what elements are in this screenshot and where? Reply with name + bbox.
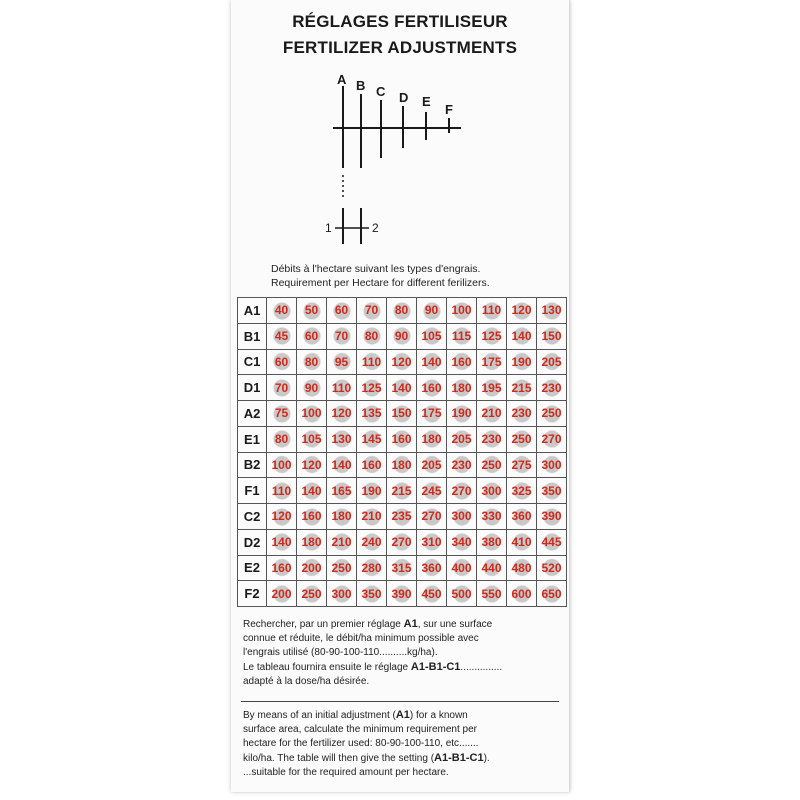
table-cell: 230: [537, 375, 567, 401]
table-cell: 110: [267, 478, 297, 504]
row-label: C2: [238, 504, 267, 530]
table-cell: 300: [327, 581, 357, 607]
table-cell: 250: [327, 555, 357, 581]
table-cell: 230: [507, 401, 537, 427]
title-english: FERTILIZER ADJUSTMENTS: [282, 38, 518, 57]
divider: [241, 701, 559, 702]
table-cell: 315: [387, 555, 417, 581]
table-cell: 140: [297, 478, 327, 504]
diagram-letter-a: A: [337, 72, 347, 87]
instructions-french: Rechercher, par un premier réglage A1, sur une surface connue et réduite, le débit/ha minimum possible avec l'engrais utilisé (80-90-100-110..........kg/ha). Le tableau fournira ensuite le réglage A1-B1-C1............... adapté à la dose/ha désirée.: [243, 618, 503, 687]
adjustment-diagram: [321, 68, 471, 248]
table-cell: 300: [447, 504, 477, 530]
table-cell: 300: [477, 478, 507, 504]
table-cell: 160: [447, 349, 477, 375]
table-cell: 550: [477, 581, 507, 607]
table-cell: 360: [417, 555, 447, 581]
table-cell: 410: [507, 529, 537, 555]
diagram-letter-c: C: [376, 84, 386, 99]
table-cell: 215: [387, 478, 417, 504]
table-cell: 160: [267, 555, 297, 581]
row-label: B2: [238, 452, 267, 478]
table-cell: 125: [357, 375, 387, 401]
table-cell: 235: [387, 504, 417, 530]
table-cell: 140: [327, 452, 357, 478]
table-cell: 270: [537, 426, 567, 452]
table-cell: 100: [447, 298, 477, 324]
table-cell: 350: [537, 478, 567, 504]
table-cell: 110: [357, 349, 387, 375]
diagram-letter-e: E: [422, 94, 431, 109]
diagram-label-2: 2: [372, 221, 379, 235]
row-label: E1: [238, 426, 267, 452]
table-cell: 520: [537, 555, 567, 581]
table-cell: 130: [537, 298, 567, 324]
table-cell: 165: [327, 478, 357, 504]
title-french: RÉGLAGES FERTILISEUR: [292, 12, 508, 31]
table-cell: 215: [507, 375, 537, 401]
table-cell: 210: [327, 529, 357, 555]
row-label: F2: [238, 581, 267, 607]
table-cell: 190: [357, 478, 387, 504]
table-cell: 140: [267, 529, 297, 555]
table-cell: 175: [477, 349, 507, 375]
table-row: [238, 529, 567, 555]
table-cell: 90: [417, 298, 447, 324]
table-cell: 140: [387, 375, 417, 401]
intro-text: [271, 262, 490, 290]
table-cell: 70: [357, 298, 387, 324]
row-label: C1: [238, 349, 267, 375]
table-cell: 150: [537, 323, 567, 349]
table-cell: 160: [417, 375, 447, 401]
table-cell: 175: [417, 401, 447, 427]
table-cell: 340: [447, 529, 477, 555]
table-cell: 250: [477, 452, 507, 478]
table-cell: 125: [477, 323, 507, 349]
table-cell: 180: [327, 504, 357, 530]
row-label: A1: [238, 298, 267, 324]
table-cell: 75: [267, 401, 297, 427]
table-cell: 650: [537, 581, 567, 607]
table-cell: 100: [297, 401, 327, 427]
table-cell: 200: [267, 581, 297, 607]
table-cell: 140: [507, 323, 537, 349]
intro-french: Débits à l'hectare suivant les types d'engrais.: [271, 263, 481, 275]
table-cell: 110: [477, 298, 507, 324]
table-cell: 190: [507, 349, 537, 375]
table-cell: 330: [477, 504, 507, 530]
table-cell: 230: [447, 452, 477, 478]
table-cell: 300: [537, 452, 567, 478]
table-cell: 80: [387, 298, 417, 324]
table-cell: 280: [357, 555, 387, 581]
table-cell: 310: [417, 529, 447, 555]
table-cell: 180: [297, 529, 327, 555]
row-label: F1: [238, 478, 267, 504]
table-cell: 180: [417, 426, 447, 452]
table-cell: 180: [447, 375, 477, 401]
adjustment-table: [237, 297, 567, 607]
table-row: [238, 504, 567, 530]
table-cell: 105: [417, 323, 447, 349]
row-label: E2: [238, 555, 267, 581]
table-cell: 160: [297, 504, 327, 530]
table-cell: 70: [267, 375, 297, 401]
table-cell: 50: [297, 298, 327, 324]
diagram-label-1: 1: [325, 221, 332, 235]
table-cell: 275: [507, 452, 537, 478]
table-cell: 145: [357, 426, 387, 452]
table-cell: 60: [297, 323, 327, 349]
table-cell: 60: [267, 349, 297, 375]
table-cell: 80: [267, 426, 297, 452]
table-row: [238, 401, 567, 427]
table-cell: 360: [507, 504, 537, 530]
table-cell: 200: [297, 555, 327, 581]
table-cell: 110: [327, 375, 357, 401]
table-cell: 70: [327, 323, 357, 349]
table-cell: 205: [447, 426, 477, 452]
table-row: [238, 581, 567, 607]
table-cell: 210: [477, 401, 507, 427]
table-cell: 390: [387, 581, 417, 607]
diagram-letter-d: D: [399, 90, 409, 105]
table-cell: 270: [417, 504, 447, 530]
table-cell: 240: [357, 529, 387, 555]
table-cell: 180: [387, 452, 417, 478]
row-label: D1: [238, 375, 267, 401]
table-cell: 160: [387, 426, 417, 452]
table-cell: 120: [387, 349, 417, 375]
table-row: [238, 555, 567, 581]
table-cell: 500: [447, 581, 477, 607]
table-cell: 325: [507, 478, 537, 504]
row-label: B1: [238, 323, 267, 349]
table-cell: 45: [267, 323, 297, 349]
row-label: A2: [238, 401, 267, 427]
table-cell: 140: [417, 349, 447, 375]
table-row: [238, 349, 567, 375]
table-cell: 100: [267, 452, 297, 478]
table-cell: 80: [297, 349, 327, 375]
table-cell: 90: [297, 375, 327, 401]
table-cell: 380: [477, 529, 507, 555]
table-row: [238, 478, 567, 504]
table-cell: 350: [357, 581, 387, 607]
table-cell: 90: [387, 323, 417, 349]
table-cell: 115: [447, 323, 477, 349]
table-cell: 190: [447, 401, 477, 427]
table-cell: 205: [537, 349, 567, 375]
diagram-letter-f: F: [445, 102, 453, 117]
fertilizer-card: [231, 0, 570, 792]
table-cell: 135: [357, 401, 387, 427]
table-cell: 120: [507, 298, 537, 324]
table-cell: 150: [387, 401, 417, 427]
table-cell: 80: [357, 323, 387, 349]
table-cell: 270: [387, 529, 417, 555]
table-row: [238, 375, 567, 401]
instructions-english: By means of an initial adjustment (A1) for a known surface area, calculate the minimum requirement per hectare for the fertilizer used: 80-90-100-110, etc....... kilo/ha. The table will then give the setting (A1-B1-C1). ...suitable for the required amount per hectare.: [243, 709, 490, 778]
table-row: [238, 452, 567, 478]
table-cell: 105: [297, 426, 327, 452]
table-cell: 120: [297, 452, 327, 478]
table-cell: 130: [327, 426, 357, 452]
table-cell: 445: [537, 529, 567, 555]
diagram-letter-b: B: [356, 78, 366, 93]
row-label: D2: [238, 529, 267, 555]
table-cell: 250: [537, 401, 567, 427]
table-cell: 205: [417, 452, 447, 478]
table-cell: 250: [507, 426, 537, 452]
table-cell: 390: [537, 504, 567, 530]
table-row: [238, 323, 567, 349]
table-cell: 120: [267, 504, 297, 530]
table-cell: 40: [267, 298, 297, 324]
table-cell: 120: [327, 401, 357, 427]
table-cell: 95: [327, 349, 357, 375]
table-cell: 440: [477, 555, 507, 581]
table-cell: 230: [477, 426, 507, 452]
table-cell: 450: [417, 581, 447, 607]
table-cell: 195: [477, 375, 507, 401]
table-cell: 480: [507, 555, 537, 581]
table-cell: 210: [357, 504, 387, 530]
table-cell: 270: [447, 478, 477, 504]
table-cell: 60: [327, 298, 357, 324]
table-cell: 600: [507, 581, 537, 607]
intro-english: Requirement per Hectare for different ferilizers.: [271, 277, 490, 289]
table-cell: 245: [417, 478, 447, 504]
table-row: [238, 298, 567, 324]
table-cell: 160: [357, 452, 387, 478]
table-cell: 250: [297, 581, 327, 607]
table-cell: 400: [447, 555, 477, 581]
table-row: [238, 426, 567, 452]
